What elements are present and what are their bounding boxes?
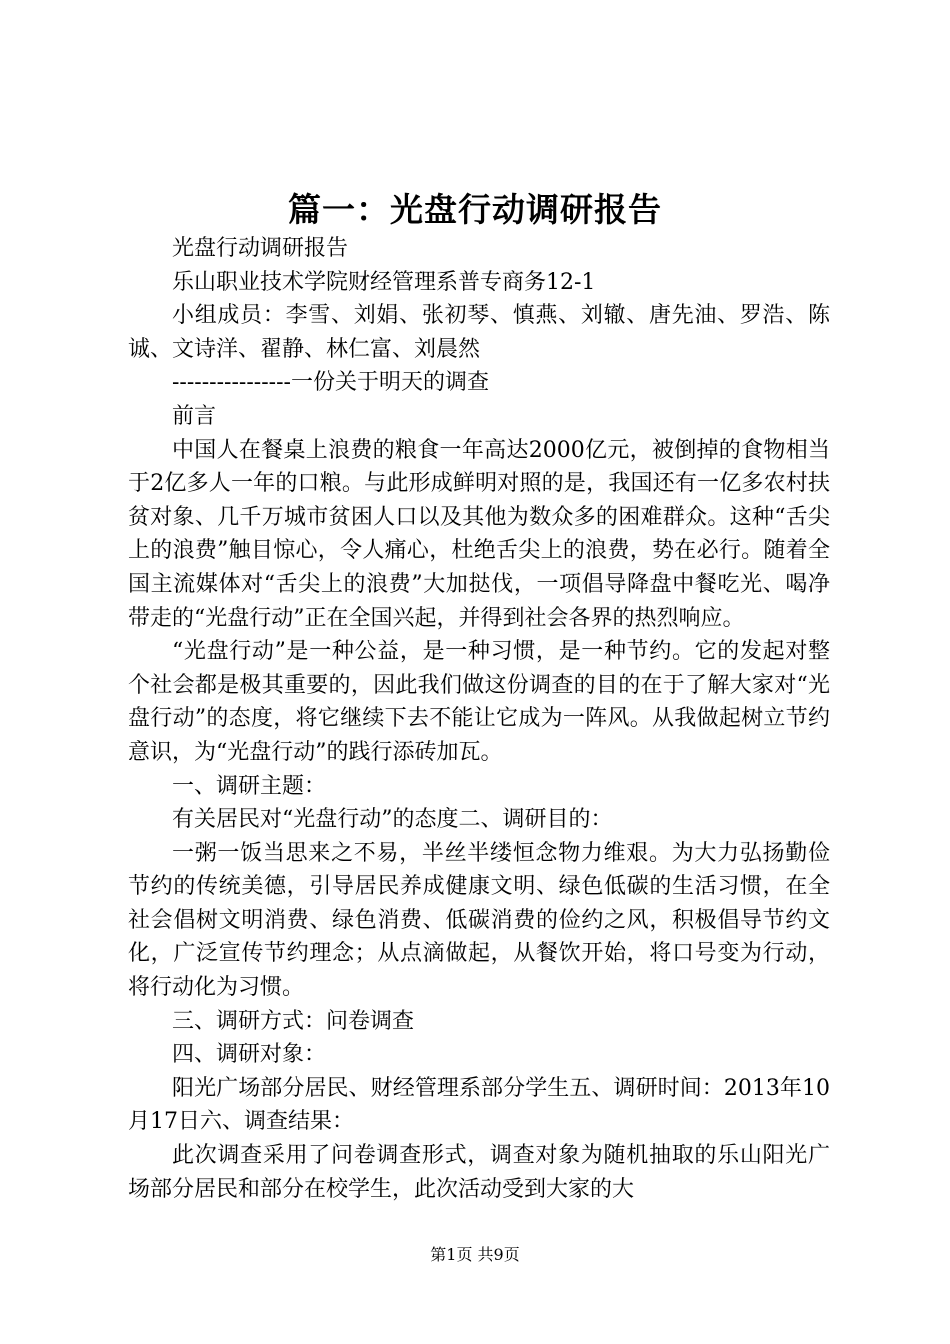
paragraph-group-members: 小组成员：李雪、刘娟、张初琴、慎燕、刘辙、唐先油、罗浩、陈诚、文诗洋、翟静、林仁富、刘晨然 xyxy=(128,303,830,362)
document-body xyxy=(128,232,830,1206)
paragraph-section-1-content: 有关居民对“光盘行动”的态度二、调研目的： xyxy=(172,807,613,833)
paragraph-subtitle: ----------------一份关于明天的调查 xyxy=(172,370,489,396)
paragraph-section-4-content: 阳光广场部分居民、财经管理系部分学生五、调研时间：2013年10月17日六、调查结果： xyxy=(128,1075,830,1135)
paragraph-section-4: 四、调研对象： xyxy=(172,1042,327,1068)
page-number: 第1页 共9页 xyxy=(430,1245,520,1264)
paragraph-preface-heading: 前言 xyxy=(172,403,217,429)
paragraph-school-class: 乐山职业技术学院财经管理系普专商务12-1 xyxy=(172,269,596,295)
paragraph-research-purpose: 一粥一饭当思来之不易，半丝半缕恒念物力维艰。为大力弘扬勤俭节约的传统美德，引导居民养成健康文明、绿色低碳的生活习惯，在全社会倡树文明消费、绿色消费、低碳消费的俭约之风，积极倡导节约文化，广泛宣传节约理念；从点滴做起，从餐饮开始，将口号变为行动，将行动化为习惯。 xyxy=(128,840,830,1001)
paragraph-section-3: 三、调研方式：问卷调查 xyxy=(172,1008,415,1034)
paragraph-preface-2: “光盘行动”是一种公益，是一种习惯，是一种节约。它的发起对整个社会都是极其重要的，因此我们做这份调查的目的在于了解大家对“光盘行动”的态度，将它继续下去不能让它成为一阵风。从我做起树立节约意识，为“光盘行动”的践行添砖加瓦。 xyxy=(128,639,830,765)
paragraph-section-1: 一、调研主题： xyxy=(172,773,327,799)
paragraph-report-title: 光盘行动调研报告 xyxy=(172,236,349,261)
document-title: 篇一：光盘行动调研报告 xyxy=(288,190,662,229)
paragraph-results: 此次调查采用了问卷调查形式，调查对象为随机抽取的乐山阳光广场部分居民和部分在校学生，此次活动受到大家的大 xyxy=(128,1143,830,1202)
paragraph-preface-1: 中国人在餐桌上浪费的粮食一年高达2000亿元，被倒掉的食物相当于2亿多人一年的口粮。与此形成鲜明对照的是，我国还有一亿多农村扶贫对象、几千万城市贫困人口以及其他为数众多的困难群众。这种“舌尖上的浪费”触目惊心，令人痛心，杜绝舌尖上的浪费，势在必行。随着全国主流媒体对“舌尖上的浪费”大加挞伐，一项倡导降盘中餐吃光、喝净带走的“光盘行动”正在全国兴起，并得到社会各界的热烈响应。 xyxy=(128,437,830,631)
